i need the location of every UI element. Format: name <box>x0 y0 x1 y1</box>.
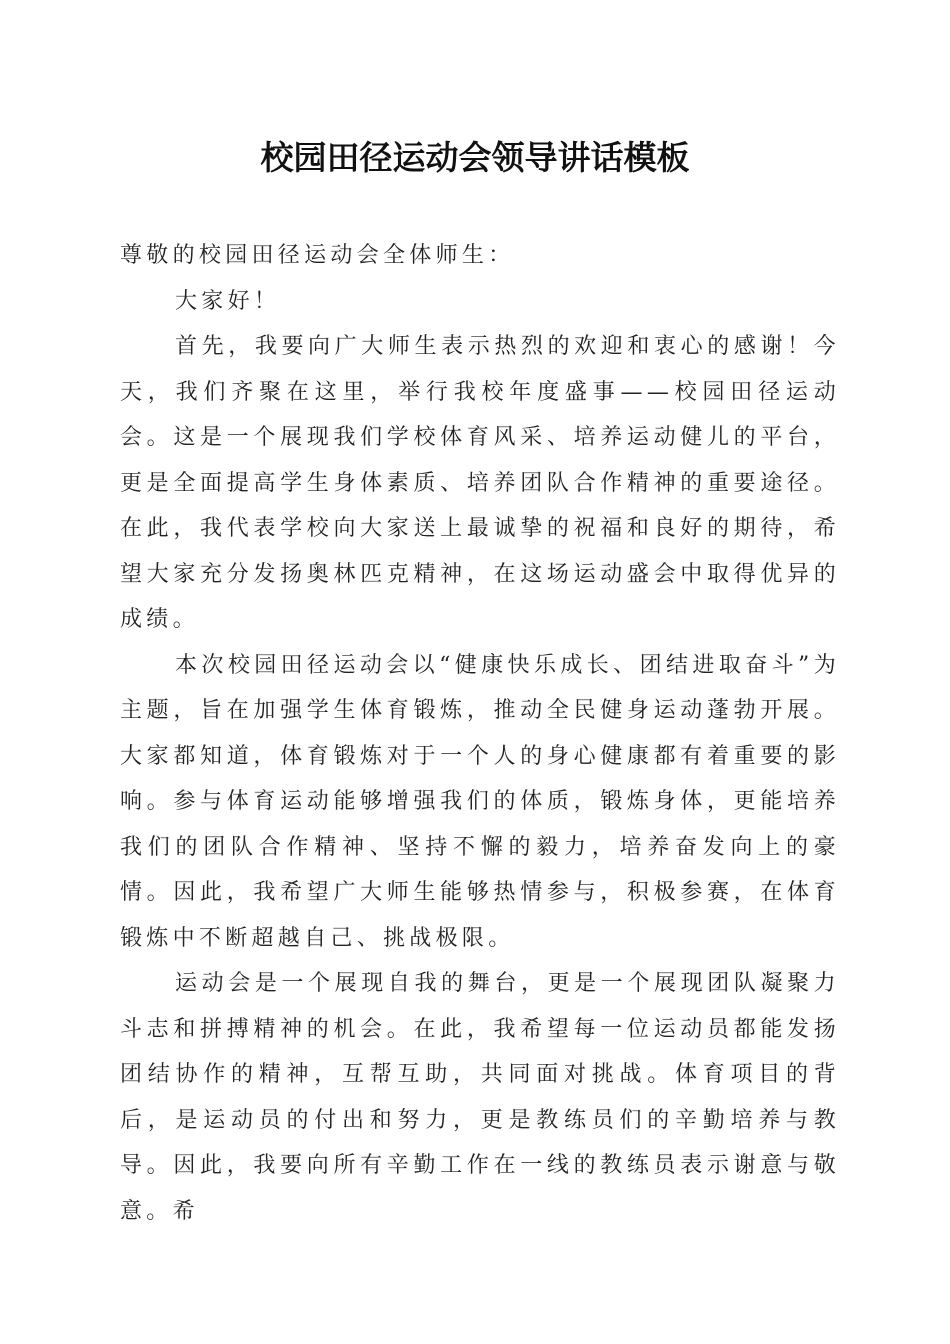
salutation: 尊敬的校园田径运动会全体师生： <box>120 243 515 268</box>
speech-body <box>120 233 840 1234</box>
page-title: 校园田径运动会领导讲话模板 <box>260 138 690 177</box>
paragraph-theme: 本次校园田径运动会以“健康快乐成长、团结进取奋斗”为主题，旨在加强学生体育锻炼，推动全民健身运动蓬勃开展。大家都知道，体育锻炼对于一个人的身心健康都有着重要的影响。参与体育运动能够增强我们的体质，锻炼身体，更能培养我们的团队合作精神、坚持不懈的毅力，培养奋发向上的豪情。因此，我希望广大师生能够热情参与，积极参赛，在体育锻炼中不断超越自己、挑战极限。 <box>120 652 840 951</box>
paragraph-greeting: 大家好！ <box>175 288 281 314</box>
paragraph-teamwork: 运动会是一个展现自我的舞台，更是一个展现团队凝聚力斗志和拼搏精神的机会。在此，我希望每一位运动员都能发扬团结协作的精神，互帮互助，共同面对挑战。体育项目的背后，是运动员的付出和努力，更是教练员们的辛勤培养与教导。因此，我要向所有辛勤工作在一线的教练员表示谢意与敬意。希 <box>120 971 840 1224</box>
paragraph-welcome: 首先，我要向广大师生表示热烈的欢迎和衷心的感谢！今天，我们齐聚在这里，举行我校年度盛事——校园田径运动会。这是一个展现我们学校体育风采、培养运动健儿的平台，更是全面提高学生身体素质、培养团队合作精神的重要途径。在此，我代表学校向大家送上最诚挚的祝福和良好的期待，希望大家充分发扬奥林匹克精神，在这场运动盛会中取得优异的成绩。 <box>120 334 840 632</box>
